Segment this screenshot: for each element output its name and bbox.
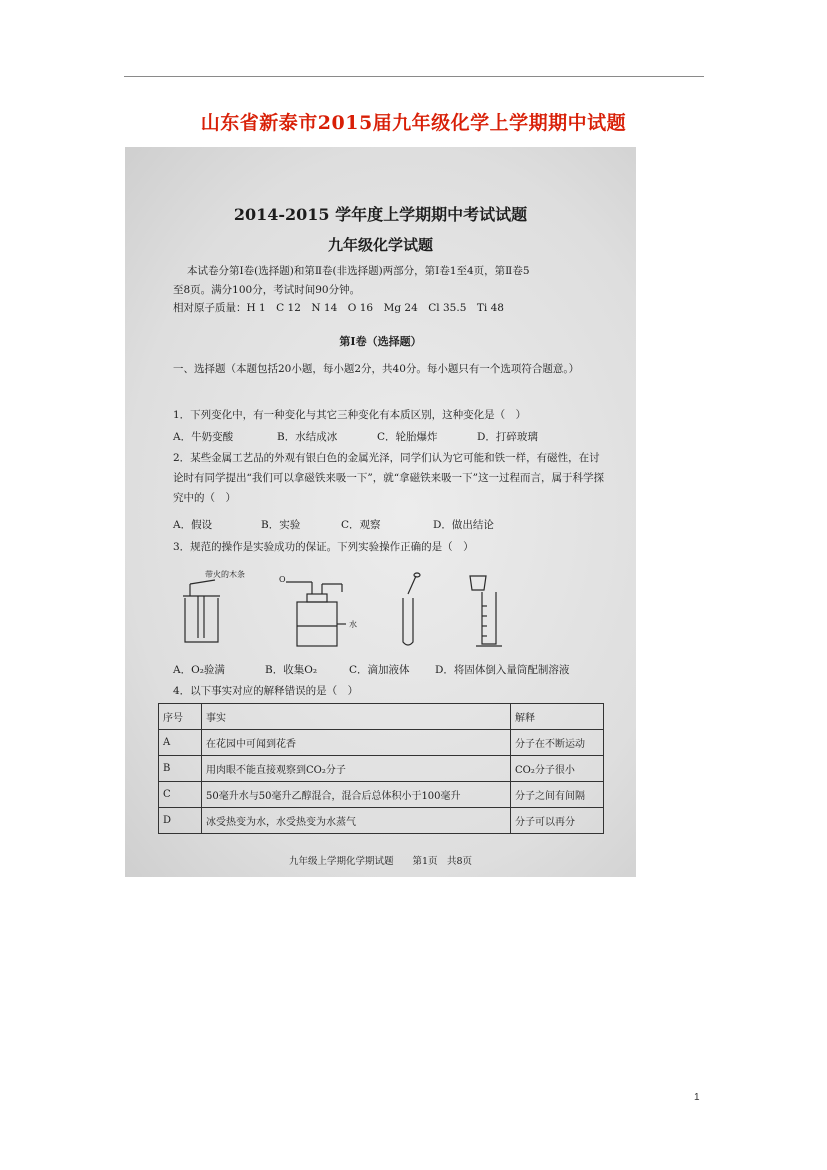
header-fact: 事实 [202,704,511,730]
q3-option-d: D．将固体倒入量筒配制溶液 [435,664,570,676]
instructions: 一、选择题（本题包括20小题，每小题2分，共40分。每小题只有一个选项符合题意。） [173,363,580,375]
graduated-cylinder-icon [470,576,502,646]
oxygen-label: O [279,575,286,584]
intro-line-2: 至8页。满分100分，考试时间90分钟。 [173,284,361,296]
bottle-with-splint-icon [183,580,220,642]
row-index: B [159,756,202,782]
page-number: 1 [694,1092,700,1103]
page-title: 山东省新泰市2015届九年级化学上学期期中试题 [200,112,627,134]
table-header-row [159,704,604,730]
q3-option-b: B．收集O₂ [265,664,318,676]
q1-option-d: D．打碎玻璃 [477,431,538,443]
lab-apparatus-figure [170,572,570,652]
row-index: A [159,730,202,756]
table-row [159,782,604,808]
exam-footer: 九年级上学期化学期试题 第1页 共8页 [288,856,473,867]
header-index: 序号 [159,704,202,730]
water-label: 水 [349,620,357,629]
row-index: C [159,782,202,808]
q1-option-b: B．水结成冰 [277,431,338,443]
q3-option-a: A．O₂验满 [173,664,225,676]
test-tube-dropper-icon [403,573,420,645]
row-explanation: 分子之间有间隔 [511,782,604,808]
q2-option-d: D．做出结论 [433,519,494,531]
question-2-stem: 2．某些金属工艺品的外观有银白色的金属光泽，同学们认为它可能和铁一样，有磁性，在讨论时有同学提出“我们可以拿磁铁来吸一下”，就“拿磁铁来吸一下”这一过程而言，属于科学探究中的（ ） [173,452,604,504]
table-row [159,730,604,756]
facts-table [158,703,604,834]
q2-option-a: A．假设 [173,519,213,531]
exam-title: 2014-2015 学年度上学期期中考试试题 [233,205,528,224]
row-fact: 用肉眼不能直接观察到CO₂分子 [202,756,511,782]
section-title: 第Ⅰ卷（选择题） [339,335,422,348]
q2-option-c: C．观察 [341,519,381,531]
table-row [159,808,604,834]
table-row [159,756,604,782]
question-3-stem: 3．规范的操作是实验成功的保证。下列实验操作正确的是（ ） [173,541,474,553]
intro-line-1: 本试卷分第Ⅰ卷(选择题)和第Ⅱ卷(非选择题)两部分，第Ⅰ卷1至4页，第Ⅱ卷5 [187,265,530,277]
q1-option-c: C．轮胎爆炸 [377,431,438,443]
gas-collecting-bottle-icon [286,582,346,646]
row-fact: 冰受热变为水，水受热变为水蒸气 [202,808,511,834]
row-fact: 在花园中可闻到花香 [202,730,511,756]
exam-subtitle: 九年级化学试题 [327,236,433,254]
splint-label: 带火的木条 [205,570,245,579]
row-explanation: CO₂分子很小 [511,756,604,782]
question-1-stem: 1．下列变化中，有一种变化与其它三种变化有本质区别，这种变化是（ ） [173,409,527,421]
scanned-exam-page [125,147,636,877]
q3-option-c: C．滴加液体 [349,664,410,676]
row-explanation: 分子可以再分 [511,808,604,834]
atomic-masses: 相对原子质量：H 1 C 12 N 14 O 16 Mg 24 Cl 35.5 Ti 48 [173,302,504,314]
row-fact: 50毫升水与50毫升乙醇混合，混合后总体积小于100毫升 [202,782,511,808]
row-index: D [159,808,202,834]
q2-option-b: B．实验 [261,519,301,531]
q1-option-a: A．牛奶变酸 [173,431,234,443]
header-rule [124,76,704,77]
header-explanation: 解释 [511,704,604,730]
question-4-stem: 4．以下事实对应的解释错误的是（ ） [173,685,359,697]
row-explanation: 分子在不断运动 [511,730,604,756]
